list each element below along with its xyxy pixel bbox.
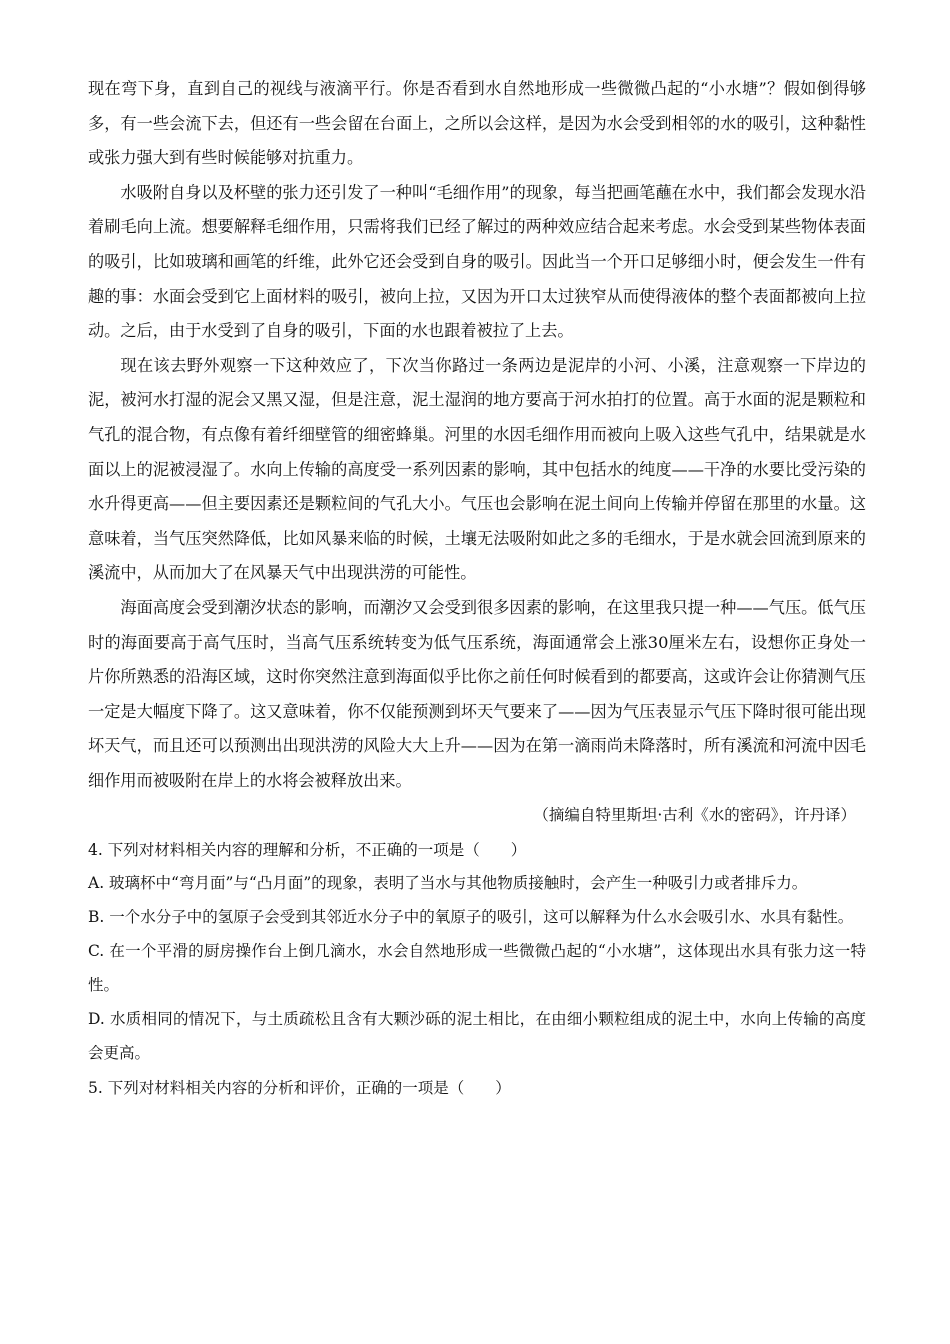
question-4-stem: 4. 下列对材料相关内容的理解和分析，不正确的一项是（ ） <box>88 841 527 860</box>
passage-paragraph: 海面高度会受到潮汐状态的影响，而潮汐又会受到很多因素的影响，在这里我只提一种——气压。低气压时的海面要高于高气压时，当高气压系统转变为低气压系统，海面通常会上涨30厘米左右，设想你正身处一片你所熟悉的沿海区域，这时你突然注意到海面似乎比你之前任何时候看到的都要高，这或许会让你猜测气压一定是大幅度下降了。这又意味着，你不仅能预测到坏天气要来了——因为气压表显示气压下降时很可能出现坏天气，而且还可以预测出出现洪涝的风险大大上升——因为在第一滴雨尚未降落时，所有溪流和河流中因毛细作用而被吸附在岸上的水将会被释放出来。 <box>88 597 866 790</box>
passage-paragraph: 现在该去野外观察一下这种效应了，下次当你路过一条两边是泥岸的小河、小溪，注意观察一下岸边的泥，被河水打湿的泥会又黑又湿，但是注意，泥土湿润的地方要高于河水拍打的位置。高于水面的泥是颗粒和气孔的混合物，有点像有着纤细壁管的细密蜂巢。河里的水因毛细作用而被向上吸入这些气孔中，结果就是水面以上的泥被浸湿了。水向上传输的高度受一系列因素的影响，其中包括水的纯度——干净的水要比受污染的水升得更高——但主要因素还是颗粒间的气孔大小。气压也会影响在泥土间向上传输并停留在那里的水量。这意味着，当气压突然降低，比如风暴来临的时候，土壤无法吸附如此之多的毛细水，于是水就会回流到原来的溪流中，从而加大了在风暴天气中出现洪涝的可能性。 <box>88 355 866 583</box>
passage-source: （摘编自特里斯坦·古利《水的密码》，许丹译） <box>533 806 856 825</box>
question-4-option-b: B. 一个水分子中的氢原子会受到其邻近水分子中的氧原子的吸引，这可以解释为什么水会吸引水、水具有黏性。 <box>88 908 854 927</box>
question-4-option-a: A. 玻璃杯中“弯月面”与“凸月面”的现象，表明了当水与其他物质接触时，会产生一种吸引力或者排斥力。 <box>88 874 808 893</box>
passage-paragraph: 现在弯下身，直到自己的视线与液滴平行。你是否看到水自然地形成一些微微凸起的“小水塘”？假如倒得够多，有一些会流下去，但还有一些会留在台面上，之所以会这样，是因为水会受到相邻的水的吸引，这种黏性或张力强大到有些时候能够对抗重力。 <box>88 79 866 168</box>
question-5-stem: 5. 下列对材料相关内容的分析和评价，正确的一项是（ ） <box>88 1079 511 1098</box>
question-4-option-d: D. 水质相同的情况下，与土质疏松且含有大颗沙砾的泥土相比，在由细小颗粒组成的泥土中，水向上传输的高度会更高。 <box>88 1010 866 1063</box>
passage-paragraph: 水吸附自身以及杯壁的张力还引发了一种叫“毛细作用”的现象，每当把画笔蘸在水中，我们都会发现水沿着刷毛向上流。想要解释毛细作用，只需将我们已经了解过的两种效应结合起来考虑。水会受到某些物体表面的吸引，比如玻璃和画笔的纤维，此外它还会受到自身的吸引。因此当一个开口足够细小时，便会发生一件有趣的事：水面会受到它上面材料的吸引，被向上拉，又因为开口太过狭窄从而使得液体的整个表面都被向上拉动。之后，由于水受到了自身的吸引，下面的水也跟着被拉了上去。 <box>88 182 866 341</box>
question-4-option-c: C. 在一个平滑的厨房操作台上倒几滴水，水会自然地形成一些微微凸起的“小水塘”，这体现出水具有张力这一特性。 <box>88 942 866 995</box>
document-page <box>88 72 866 1104</box>
